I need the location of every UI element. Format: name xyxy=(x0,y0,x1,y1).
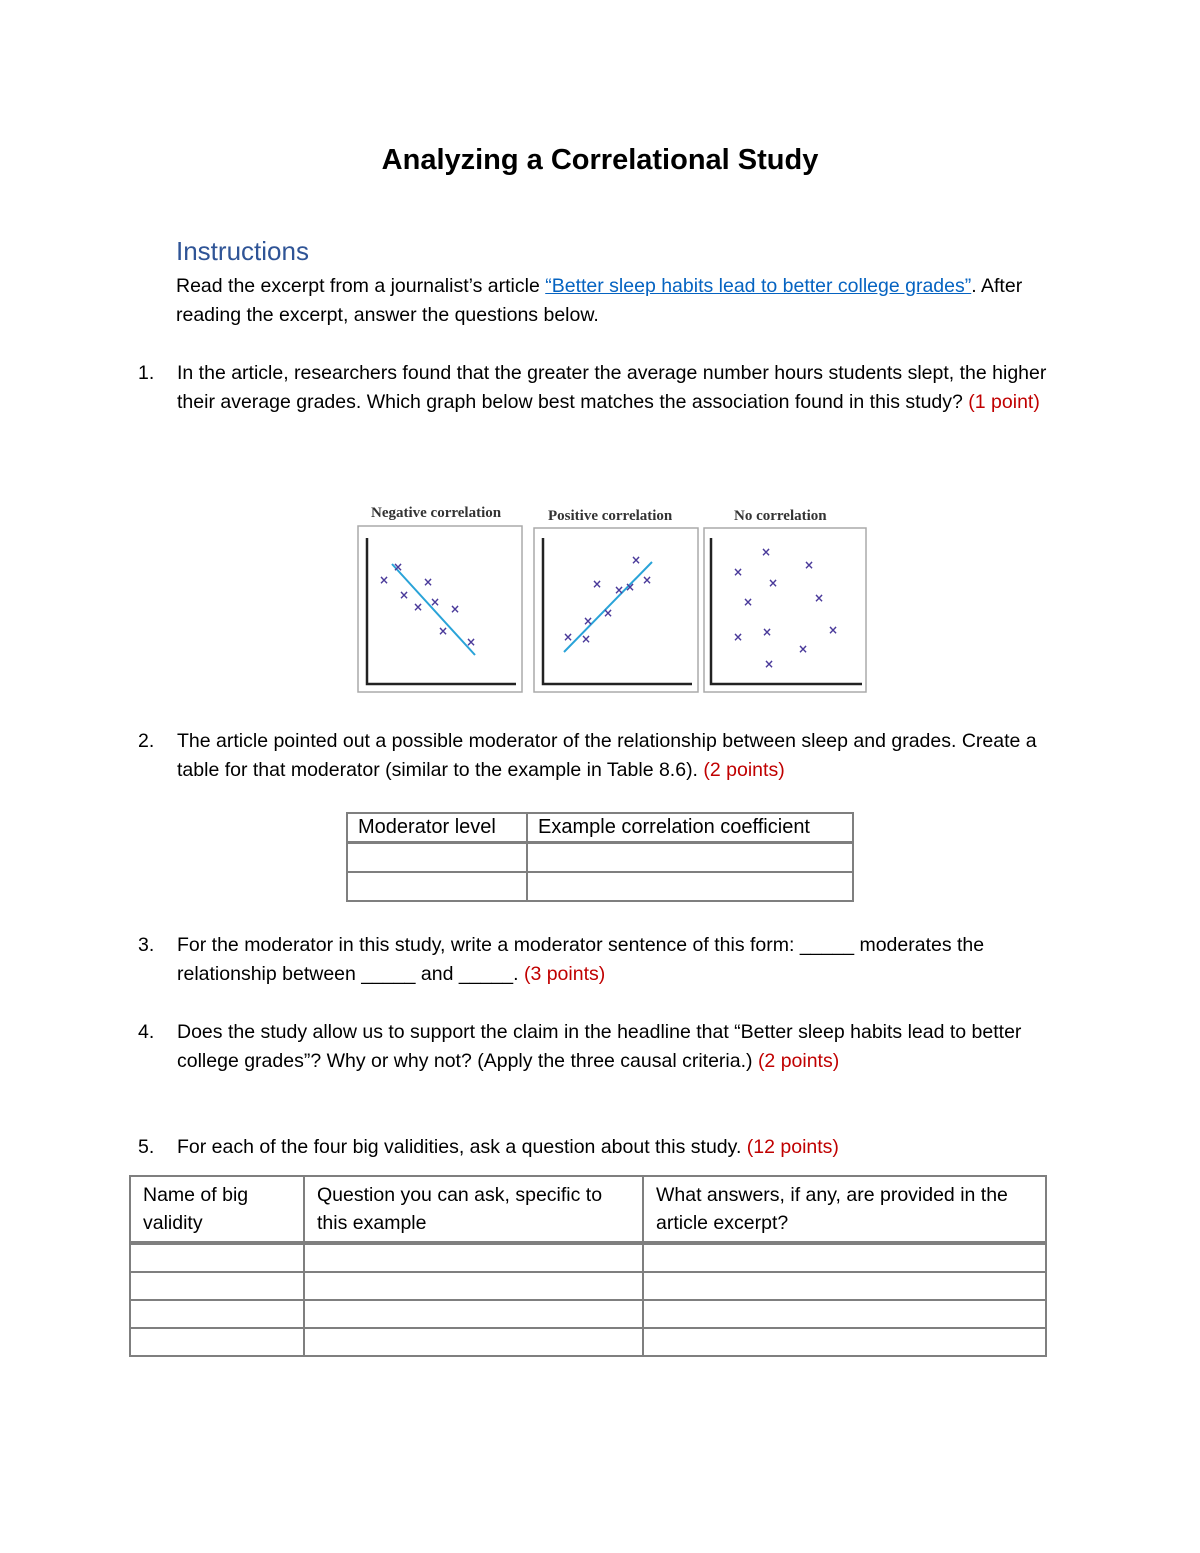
scatter-marker: × xyxy=(813,591,825,605)
scatter-marker: × xyxy=(437,624,449,638)
question-text: The article pointed out a possible moderator of the relationship between sleep and grades. Create a table for that moderator (similar to the example in Table 8.6). xyxy=(177,730,1037,781)
scatter-marker: × xyxy=(582,614,594,628)
scatter-marker: × xyxy=(422,575,434,589)
question-points: (2 points) xyxy=(757,1050,840,1072)
table-cell-input[interactable] xyxy=(304,1272,643,1300)
table-header-cell: Question you can ask, specific to this example xyxy=(304,1176,643,1243)
question-2 xyxy=(138,727,1058,785)
question-text: In the article, researchers found that the greater the average number hours students slept, the higher their average grades. Which graph below best matches the association found in this study? xyxy=(177,362,1047,413)
table-row xyxy=(347,872,853,901)
question-text: Does the study allow us to support the claim in the headline that “Better sleep habits lead to better college grades”? Why or why not? (Apply the three causal criteria.) xyxy=(177,1021,1022,1072)
table-row xyxy=(130,1272,1046,1300)
question-number: 4. xyxy=(138,1021,155,1043)
table-cell-input[interactable] xyxy=(304,1243,643,1272)
table-header-cell: Example correlation coefficient xyxy=(527,813,853,843)
scatter-marker: × xyxy=(613,583,625,597)
scatter-marker: × xyxy=(449,602,461,616)
scatter-marker: × xyxy=(378,573,390,587)
scatter-marker: × xyxy=(465,635,477,649)
table-cell-input[interactable] xyxy=(527,872,853,901)
scatter-marker: × xyxy=(429,595,441,609)
scatter-marker: × xyxy=(624,580,636,594)
panel-frame xyxy=(358,526,522,692)
chart-title-none: No correlation xyxy=(734,508,827,524)
table-cell-input[interactable] xyxy=(643,1272,1046,1300)
scatter-marker: × xyxy=(398,588,410,602)
question-points: (2 points) xyxy=(703,759,785,781)
intro-before: Read the excerpt from a journalist’s article xyxy=(176,275,546,297)
scatter-marker: × xyxy=(732,565,744,579)
scatter-marker: × xyxy=(641,573,653,587)
question-number: 2. xyxy=(138,730,155,752)
table-row xyxy=(347,843,853,873)
question-text: For the moderator in this study, write a moderator sentence of this form: _____ moderates the relationship between _____ and _____. xyxy=(177,934,985,985)
question-number: 5. xyxy=(138,1136,155,1158)
scatter-marker: × xyxy=(763,657,775,671)
panel-frame xyxy=(704,528,866,692)
question-1 xyxy=(138,359,1058,417)
table-cell-input[interactable] xyxy=(643,1300,1046,1328)
table-row xyxy=(130,1243,1046,1272)
table-cell-input[interactable] xyxy=(130,1243,304,1272)
moderator-table xyxy=(346,812,854,902)
correlation-scatterplots xyxy=(356,498,870,696)
chart-title-positive: Positive correlation xyxy=(548,508,673,524)
validity-table xyxy=(129,1175,1047,1357)
panel-none xyxy=(704,528,866,692)
scatter-marker: × xyxy=(761,625,773,639)
table-header-row xyxy=(130,1176,1046,1243)
panel-negative xyxy=(358,526,522,692)
scatter-marker: × xyxy=(562,630,574,644)
scatter-marker: × xyxy=(767,576,779,590)
table-header-cell: What answers, if any, are provided in the article excerpt? xyxy=(643,1176,1046,1243)
page-title: Analyzing a Correlational Study xyxy=(381,144,819,176)
table-row xyxy=(130,1328,1046,1356)
table-header-cell: Moderator level xyxy=(347,813,527,843)
table-cell-input[interactable] xyxy=(347,872,527,901)
scatter-marker: × xyxy=(392,560,404,574)
instructions-heading: Instructions xyxy=(176,236,309,266)
question-points: (12 points) xyxy=(746,1136,839,1158)
scatter-marker: × xyxy=(797,642,809,656)
scatter-marker: × xyxy=(602,606,614,620)
table-header-row xyxy=(347,813,853,843)
table-cell-input[interactable] xyxy=(304,1328,643,1356)
question-text: For each of the four big validities, ask a question about this study. xyxy=(177,1136,747,1158)
intro-paragraph xyxy=(176,272,1036,330)
panel-frame xyxy=(534,528,698,692)
table-cell-input[interactable] xyxy=(643,1243,1046,1272)
scatter-marker: × xyxy=(760,545,772,559)
table-cell-input[interactable] xyxy=(130,1272,304,1300)
table-cell-input[interactable] xyxy=(130,1300,304,1328)
scatter-marker: × xyxy=(412,600,424,614)
chart-title-negative: Negative correlation xyxy=(371,505,502,521)
question-points: (1 point) xyxy=(968,391,1040,413)
scatter-marker: × xyxy=(732,630,744,644)
scatter-marker: × xyxy=(630,553,642,567)
scatter-marker: × xyxy=(803,558,815,572)
question-number: 3. xyxy=(138,934,155,956)
table-header-cell: Name of big validity xyxy=(130,1176,304,1243)
scatter-marker: × xyxy=(591,577,603,591)
panel-positive xyxy=(534,528,698,692)
table-cell-input[interactable] xyxy=(527,843,853,873)
question-number: 1. xyxy=(138,362,155,384)
table-cell-input[interactable] xyxy=(643,1328,1046,1356)
table-cell-input[interactable] xyxy=(130,1328,304,1356)
question-5 xyxy=(138,1133,1058,1162)
scatter-marker: × xyxy=(827,623,839,637)
question-4 xyxy=(138,1018,1058,1076)
table-cell-input[interactable] xyxy=(347,843,527,873)
table-row xyxy=(130,1300,1046,1328)
scatter-marker: × xyxy=(580,632,592,646)
article-link[interactable]: “Better sleep habits lead to better college grades” xyxy=(545,275,972,297)
intro-after: . After reading the excerpt, answer the questions below. xyxy=(176,275,1023,326)
scatter-marker: × xyxy=(742,595,754,609)
question-points: (3 points) xyxy=(523,963,606,985)
question-3 xyxy=(138,931,1058,989)
table-cell-input[interactable] xyxy=(304,1300,643,1328)
